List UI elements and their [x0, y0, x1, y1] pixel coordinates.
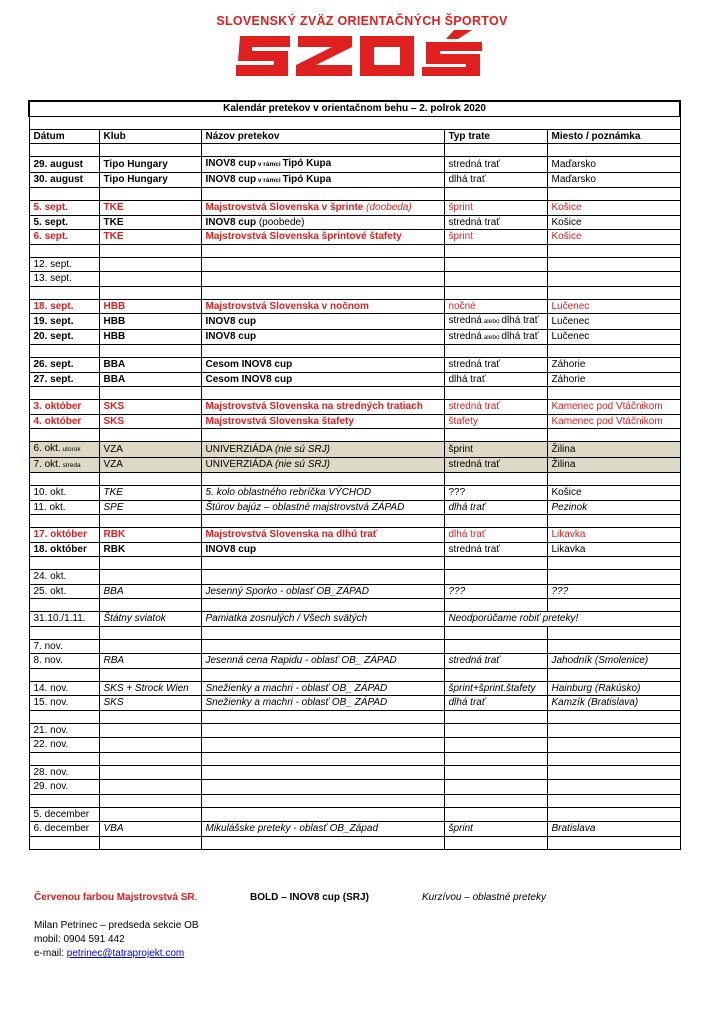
race-calendar-table [28, 100, 681, 850]
legend-italic: Kurzívou – oblastné preteky [422, 892, 546, 903]
table-row: 7. okt. streda VZA UNIVERZIÁDA (nie sú SRJ) stredná trať Žilina [29, 457, 680, 473]
table-header-row [29, 129, 680, 144]
table-row: 17. október RBK Majstrovstvá Slovenska na dlhú trať dlhá trať Likavka [29, 528, 680, 543]
table-row: 29. nov. [29, 780, 680, 795]
table-row: 31.10./1.11. Štátny sviatok Pamiatka zosnulých / Všech svätých Neodporúčame robiť preteky! [29, 612, 680, 627]
table-row: 5. december [29, 807, 680, 822]
header-name: Názov pretekov [201, 129, 444, 144]
szos-logo [0, 0, 724, 95]
legend-bold: BOLD – INOV8 cup (SRJ) [250, 892, 369, 903]
table-row: 3. október SKS Majstrovstvá Slovenska na stredných tratiach stredná trať Kamenec pod Vtáčnikom [29, 400, 680, 415]
table-row: 7. nov. [29, 639, 680, 654]
table-row: 27. sept. BBA Cesom INOV8 cup dlhá trať Záhorie [29, 372, 680, 387]
table-row: 24. okt. [29, 570, 680, 585]
table-row: 20. sept. HBB INOV8 cup stredná alebo dlhá trať Lučenec [29, 329, 680, 345]
table-row: 4. október SKS Majstrovstvá Slovenska štafety štafety Kamenec pod Vtáčnikom [29, 414, 680, 429]
table-row: 26. sept. BBA Cesom INOV8 cup stredná trať Záhorie [29, 358, 680, 373]
table-row: 15. nov. SKS Snežienky a machri - oblasť OB_ ZÁPAD dlhá trať Kamzík (Bratislava) [29, 696, 680, 711]
contact-phone: mobil: 0904 591 442 [34, 934, 125, 945]
table-row: 28. nov. [29, 765, 680, 780]
table-row: 12. sept. [29, 257, 680, 272]
table-row: 25. okt. BBA Jesenný Sporko - oblasť OB_ZÁPAD ??? ??? [29, 584, 680, 599]
table-row: 21. nov. [29, 723, 680, 738]
legend [34, 892, 197, 903]
contact-name: Milan Petrinec – predseda sekcie OB [34, 920, 199, 931]
table-row: 6. december VBA Mikulášske preteky - oblasť OB_Západ šprint Bratislava [29, 822, 680, 837]
table-row: 30. august Tipo Hungary INOV8 cup v rámci Tipó Kupa dlhá trať Maďarsko [29, 172, 680, 188]
table-row: 10. okt. TKE 5. kolo oblastného rebríčka VÝCHOD ??? Košice [29, 486, 680, 501]
table-row: 29. august Tipo Hungary INOV8 cup v rámci Tipó Kupa stredná trať Maďarsko [29, 157, 680, 173]
table-row: 18. október RBK INOV8 cup stredná trať Likavka [29, 542, 680, 557]
table-row: 6. sept. TKE Majstrovstvá Slovenska šprintové štafety šprint Košice [29, 230, 680, 245]
table-row: 13. sept. [29, 272, 680, 287]
header-club: Klub [99, 129, 201, 144]
header-type: Typ trate [444, 129, 547, 144]
legend-red: Červenou farbou Majstrovstvá SR [34, 892, 195, 903]
table-title: Kalendár pretekov v orientačnom behu – 2. polrok 2020 [29, 101, 680, 116]
contact-email-line [34, 948, 184, 959]
table-row: 19. sept. HBB INOV8 cup stredná alebo dlhá trať Lučenec [29, 314, 680, 330]
table-row: 5. sept. TKE INOV8 cup (poobede) stredná trať Košice [29, 215, 680, 230]
header-date: Dátum [29, 129, 99, 144]
table-row: 8. nov. RBA Jesenná cena Rapidu - oblasť OB_ ZÁPAD stredná trať Jahodník (Smolenice) [29, 654, 680, 669]
email-link[interactable]: petrinec@tatraprojekt.com [66, 948, 185, 959]
logo-text: SLOVENSKÝ ZVÄZ ORIENTAČNÝCH ŠPORTOV [216, 14, 508, 28]
header-place: Miesto / poznámka [547, 129, 680, 144]
table-row: 14. nov. SKS + Strock Wien Snežienky a machri - oblasť OB_ ZÁPAD šprint+šprint.štafety Hainburg (Rakúsko) [29, 681, 680, 696]
table-row: 22. nov. [29, 738, 680, 753]
legend-red-dot: . [194, 892, 198, 903]
table-row: 11. okt. SPE Štúrov bajúz – oblastné majstrovstvá ZÁPAD dlhá trať Pezinok [29, 500, 680, 515]
szos-logo-mark [232, 30, 492, 82]
table-row: 18. sept. HBB Majstrovstvá Slovenska v nočnom nočné Lučenec [29, 299, 680, 314]
contact-email-label: e-mail: [34, 948, 67, 959]
table-row: 6. okt. utorok VZA UNIVERZIÁDA (nie sú SRJ) šprint Žilina [29, 442, 680, 458]
table-row: 5. sept. TKE Majstrovstvá Slovenska v šprinte (doobeda) šprint Košice [29, 201, 680, 216]
